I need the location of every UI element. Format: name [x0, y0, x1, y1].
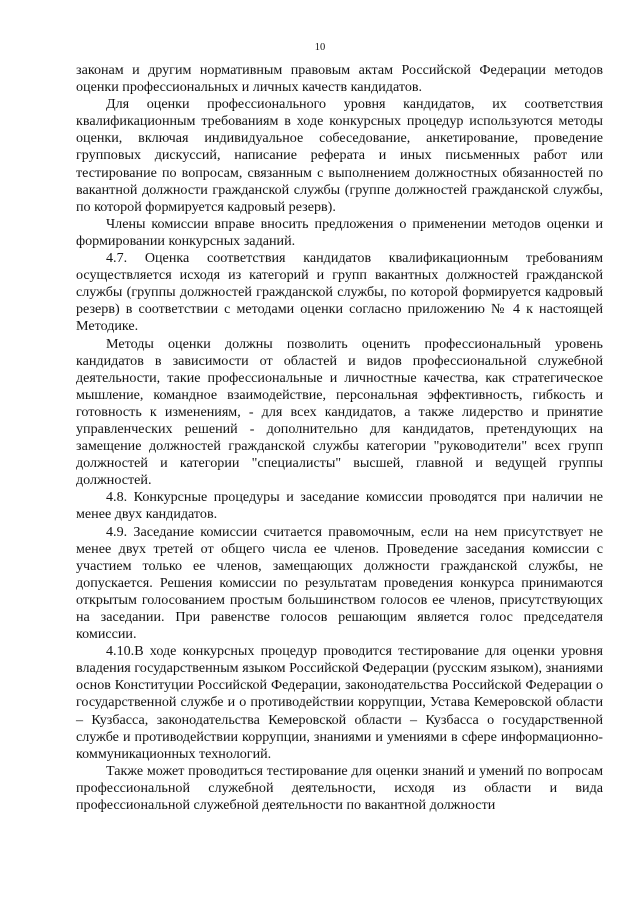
paragraph-assessment-methods: Для оценки профессионального уровня кандидатов, их соответствия квалификационным требованиям в ходе конкурсных процедур используются методы оценки, включая индивидуальное собеседование, анкетирование, проведение групповых дискуссий, написание реферата и иных письменных работ или тестирование по вопросам, связанным с выполнением должностных обязанностей по вакантной должности гражданской службы (группе должностей гражданской службы, по которой формируется кадровый резерв).	[76, 96, 603, 215]
paragraph-additional-testing: Также может проводиться тестирование для оценки знаний и умений по вопросам профессиональной служебной деятельности, исходя из области и вида профессиональной служебной деятельности по вакантной должности	[76, 762, 603, 814]
paragraph-4-10: 4.10.В ходе конкурсных процедур проводится тестирование для оценки уровня владения государственным языком Российской Федерации (русским языком), знаниями основ Конституции Российской Федерации, законодательства Российской Федерации о государственной службе и о противодействии коррупции, Устава Кемеровской области – Кузбасса, законодательства Кемеровской области – Кузбасса о государственной службе и противодействии коррупции, знаниями и умениями в сфере информационно-коммуникационных технологий.	[76, 643, 603, 762]
paragraph-continuation: законам и другим нормативным правовым актам Российской Федерации методов оценки профессиональных и личных качеств кандидатов.	[76, 62, 603, 96]
paragraph-methods-requirements: Методы оценки должны позволить оценить профессиональный уровень кандидатов в зависимости от областей и видов профессиональной служебной деятельности, такие профессиональные и личностные качества, как стратегическое мышление, командное взаимодействие, персональная эффективность, гибкость и готовность к изменениям, - для всех кандидатов, а также лидерство и принятие управленческих решений - дополнительно для кандидатов, претендующих на замещение должностей гражданской службы категории "руководители" всех групп должностей и категории "специалисты" высшей, главной и ведущей группы должностей.	[76, 335, 603, 489]
paragraph-4-8: 4.8. Конкурсные процедуры и заседание комиссии проводятся при наличии не менее двух кандидатов.	[76, 489, 603, 523]
paragraph-commission-proposals: Члены комиссии вправе вносить предложения о применении методов оценки и формировании конкурсных заданий.	[76, 215, 603, 249]
page-number: 10	[314, 42, 326, 53]
paragraph-4-7: 4.7. Оценка соответствия кандидатов квалификационным требованиям осуществляется исходя из категорий и групп вакантных должностей гражданской службы (группы должностей гражданской службы, по которой формируется кадровый резерв) в соответствии с методами оценки согласно приложению № 4 к настоящей Методике.	[76, 250, 603, 335]
document-body	[76, 62, 603, 814]
paragraph-4-9: 4.9. Заседание комиссии считается правомочным, если на нем присутствует не менее двух третей от общего числа ее членов. Проведение заседания комиссии с участием только ее членов, замещающих должности гражданской службы, не допускается. Решения комиссии по результатам проведения конкурса принимаются открытым голосованием простым большинством голосов ее членов, присутствующих на заседании. При равенстве голосов решающим является голос председателя комиссии.	[76, 523, 603, 643]
